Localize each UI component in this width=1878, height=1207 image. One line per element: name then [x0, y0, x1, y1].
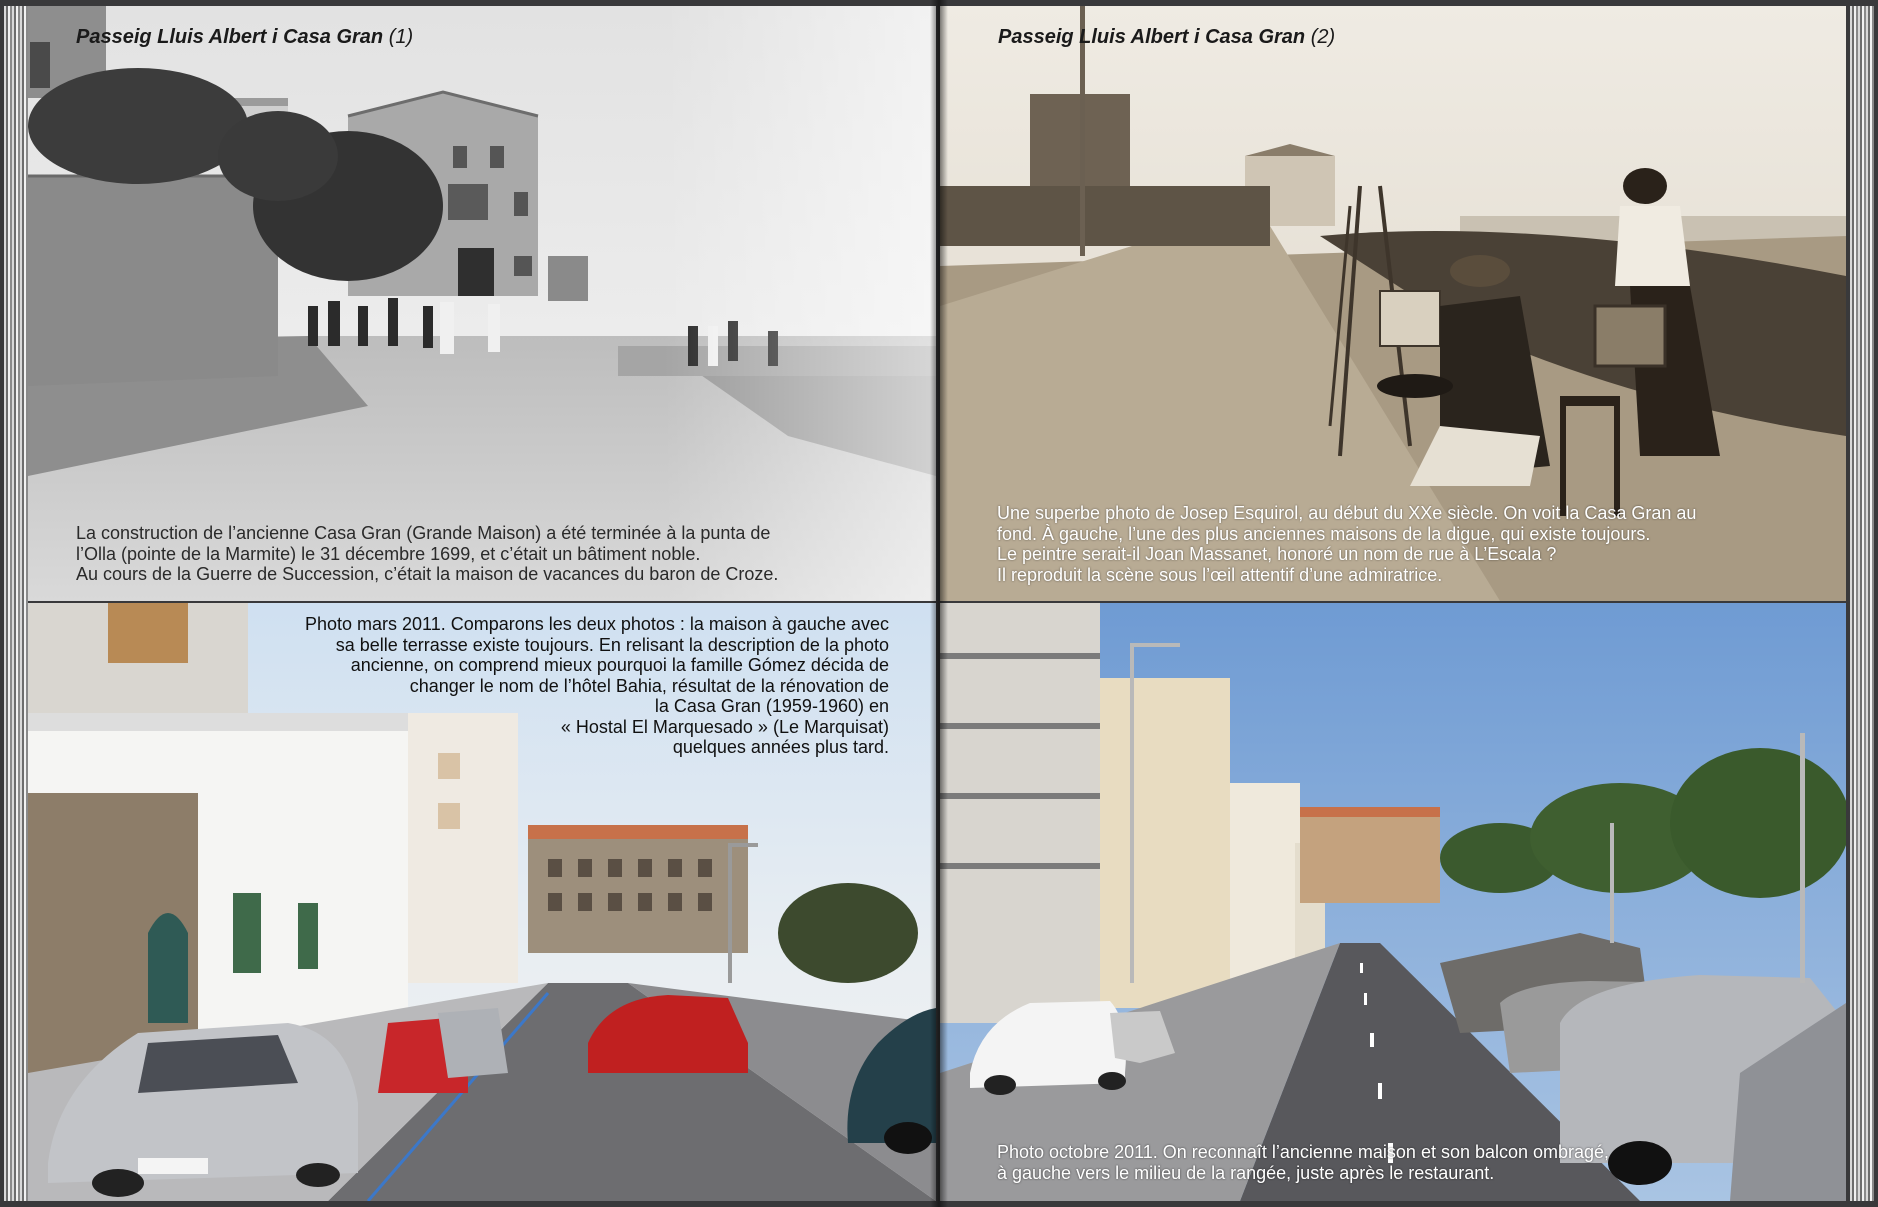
- caption-line: sa belle terrasse existe toujours. En relisant la description de la photo: [335, 634, 889, 655]
- caption-line: Le peintre serait-il Joan Massanet, honoré un nom de rue à L’Escala ?: [997, 544, 1557, 564]
- caption-line: La construction de l’ancienne Casa Gran (Grande Maison) a été terminée à la punta de: [76, 523, 771, 543]
- caption-line: la Casa Gran (1959-1960) en: [654, 696, 889, 716]
- left-bottom-caption: [305, 614, 889, 758]
- modern-promenade-photo-illustration: [940, 603, 1846, 1201]
- caption-line: Une superbe photo de Josep Esquirol, au début du XXe siècle. On voit la Casa Gran au: [997, 503, 1697, 523]
- caption-line: Photo octobre 2011. On reconnaît l’ancienne maison et son balcon ombragé,: [997, 1142, 1610, 1162]
- modern-photo-october-2011: [940, 603, 1846, 1201]
- right-page-title: [998, 26, 1335, 49]
- right-top-caption: [997, 503, 1696, 585]
- left-page: [28, 6, 936, 1201]
- left-title-number: (1): [388, 26, 414, 48]
- caption-line: changer le nom de l’hôtel Bahia, résultat de la rénovation de: [409, 675, 889, 696]
- right-page: [940, 6, 1846, 1201]
- caption-line: ancienne, on comprend mieux pourquoi la famille Gómez décida de: [350, 655, 889, 675]
- caption-line: « Hostal El Marquesado » (Le Marquisat): [560, 716, 889, 737]
- left-page-title: [76, 26, 413, 49]
- caption-line: Au cours de la Guerre de Succession, c’était la maison de vacances du baron de Croze.: [76, 564, 779, 584]
- right-title-main: Passeig Lluis Albert i Casa Gran: [998, 26, 1306, 48]
- caption-line: Photo mars 2011. Comparons les deux photos : la maison à gauche avec: [304, 614, 889, 634]
- caption-line: à gauche vers le milieu de la rangée, juste après le restaurant.: [997, 1162, 1495, 1183]
- caption-line: fond. À gauche, l’une des plus anciennes maisons de la digue, qui existe toujours.: [997, 523, 1651, 544]
- left-top-caption: [76, 523, 778, 585]
- old-bw-photo-illustration: [28, 6, 936, 601]
- right-title-number: (2): [1310, 26, 1336, 48]
- caption-line: quelques années plus tard.: [672, 737, 889, 757]
- left-title-main: Passeig Lluis Albert i Casa Gran: [76, 26, 384, 48]
- old-bw-photo-casa-gran: [28, 6, 936, 601]
- caption-line: l’Olla (pointe de la Marmite) le 31 décembre 1699, et c’était un bâtiment noble.: [76, 543, 701, 564]
- right-page-edges: [1850, 6, 1874, 1201]
- right-bottom-caption: [997, 1142, 1609, 1183]
- left-page-edges: [4, 6, 28, 1201]
- caption-line: Il reproduit la scène sous l’œil attentif d’une admiratrice.: [997, 564, 1443, 585]
